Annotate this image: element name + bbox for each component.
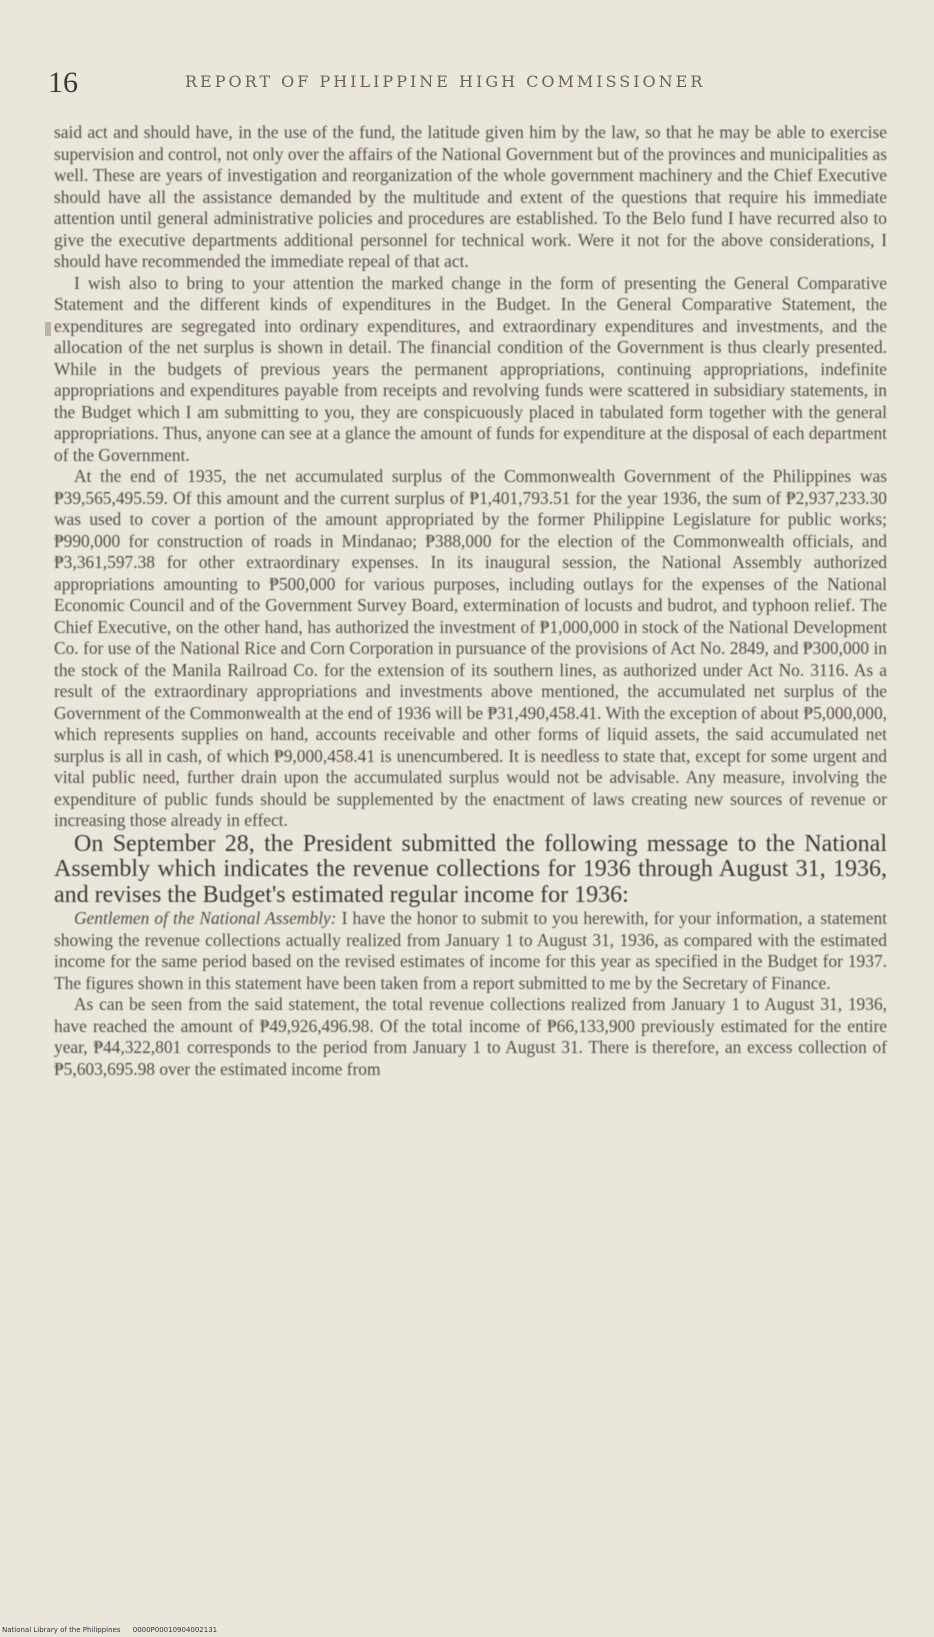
footer-source: National Library of the Philippines <box>2 1626 121 1634</box>
page-number: 16 <box>48 66 78 99</box>
intro-paragraph: On September 28, the President submitted the following message to the National Assembly which indicates the revenue collections for 1936 through August 31, 1936, and revises the Budget's estimated regular income for 1936: <box>54 830 887 908</box>
page-body <box>54 122 887 1080</box>
paragraph-budget-statement: I wish also to bring to your attention the marked change in the form of presenting the General Comparative Statement and the different kinds of expenditures in the Budget. In the General Comparative Statement, the expenditures are segregated into ordinary expenditures, and extraordinary expenditures and investments, and the allocation of the net surplus is shown in detail. The financial condition of the Government is thus clearly presented. While in the budgets of previous years the permanent appropriations, continuing appropriations, indefinite appropriations and expenditures payable from receipts and revolving funds were scattered in subsidiary statements, in the Budget which I am submitting to you, they are conspicuously placed in tabulated form together with the general appropriations. Thus, anyone can see at a glance the amount of funds for expenditure at the disposal of each department of the Government. <box>54 272 887 465</box>
message-paragraph <box>54 908 887 994</box>
page-header <box>0 58 934 108</box>
page-footer <box>2 1626 227 1634</box>
salutation: Gentlemen of the National Assembly: <box>74 908 337 928</box>
paragraph-collections: As can be seen from the said statement, the total revenue collections realized from January 1 to August 31, 1936, have reached the amount of ₱49,926,496.98. Of the total income of ₱66,133,900 previously estimated for the entire year, ₱44,322,801 corresponds to the period from January 1 to August 31. There is therefore, an excess collection of ₱5,603,695.98 over the estimated income from <box>54 994 887 1079</box>
running-title: REPORT OF PHILIPPINE HIGH COMMISSIONER <box>185 72 706 91</box>
paragraph-surplus: At the end of 1935, the net accumulated surplus of the Commonwealth Government of the Philippines was ₱39,565,495.59. Of this amount and the current surplus of ₱1,401,793.51 for the year 1936, the sum of ₱2,937,233.30 was used to cover a portion of the amount appropriated by the former Philippine Legislature for public works; ₱990,000 for construction of roads in Mindanao; ₱388,000 for the election of the Commonwealth officials, and ₱3,361,597.38 for other extraordinary expenses. In its inaugural session, the National Assembly authorized appropriations amounting to ₱500,000 for various purposes, including outlays for the expenses of the National Economic Council and of the Government Survey Board, extermination of locusts and budrot, and typhoon relief. The Chief Executive, on the other hand, has authorized the investment of ₱1,000,000 in stock of the National Development Co. for use of the National Rice and Corn Corporation in pursuance of the provisions of Act No. 2849, and ₱300,000 in the stock of the Manila Railroad Co. for the extension of its southern lines, as authorized under Act No. 3116. As a result of the extraordinary appropriations and investments above mentioned, the accumulated net surplus of the Government of the Commonwealth at the end of 1936 will be ₱31,490,458.41. With the exception of about ₱5,000,000, which represents supplies on hand, accounts receivable and other forms of liquid assets, the said accumulated net surplus is all in cash, of which ₱9,000,458.41 is unencumbered. It is needless to state that, except for some urgent and vital public need, further drain upon the accumulated surplus would not be advisable. Any measure, involving the expenditure of public funds should be supplemented by the enactment of laws creating new sources of revenue or increasing those already in effect. <box>54 466 887 830</box>
paragraph-continuation: said act and should have, in the use of the fund, the latitude given him by the law, so that he may be able to exercise supervision and control, not only over the affairs of the National Government but of the provinces and municipalities as well. These are years of investigation and reorganization of the whole government machinery and the Chief Executive should have all the assistance demanded by the multitude and extent of the questions that require his immediate attention until general administrative policies and procedures are established. To the Belo fund I have recurred also to give the executive departments additional personnel for technical work. Were it not for the above considerations, I should have recommended the immediate repeal of that act. <box>54 122 887 271</box>
margin-mark <box>45 322 51 336</box>
footer-identifier: 0000P00010904002131 <box>132 1626 218 1634</box>
message-text: I have the honor to submit to you herewith, for your information, a statement showing the revenue collections actually realized from January 1 to August 31, 1936, as compared with the estimated income for the same period based on the revised estimates of income for this year as specified in the Budget for 1937. The figures shown in this statement have been taken from a report submitted to me by the Secretary of Finance. <box>54 908 887 993</box>
